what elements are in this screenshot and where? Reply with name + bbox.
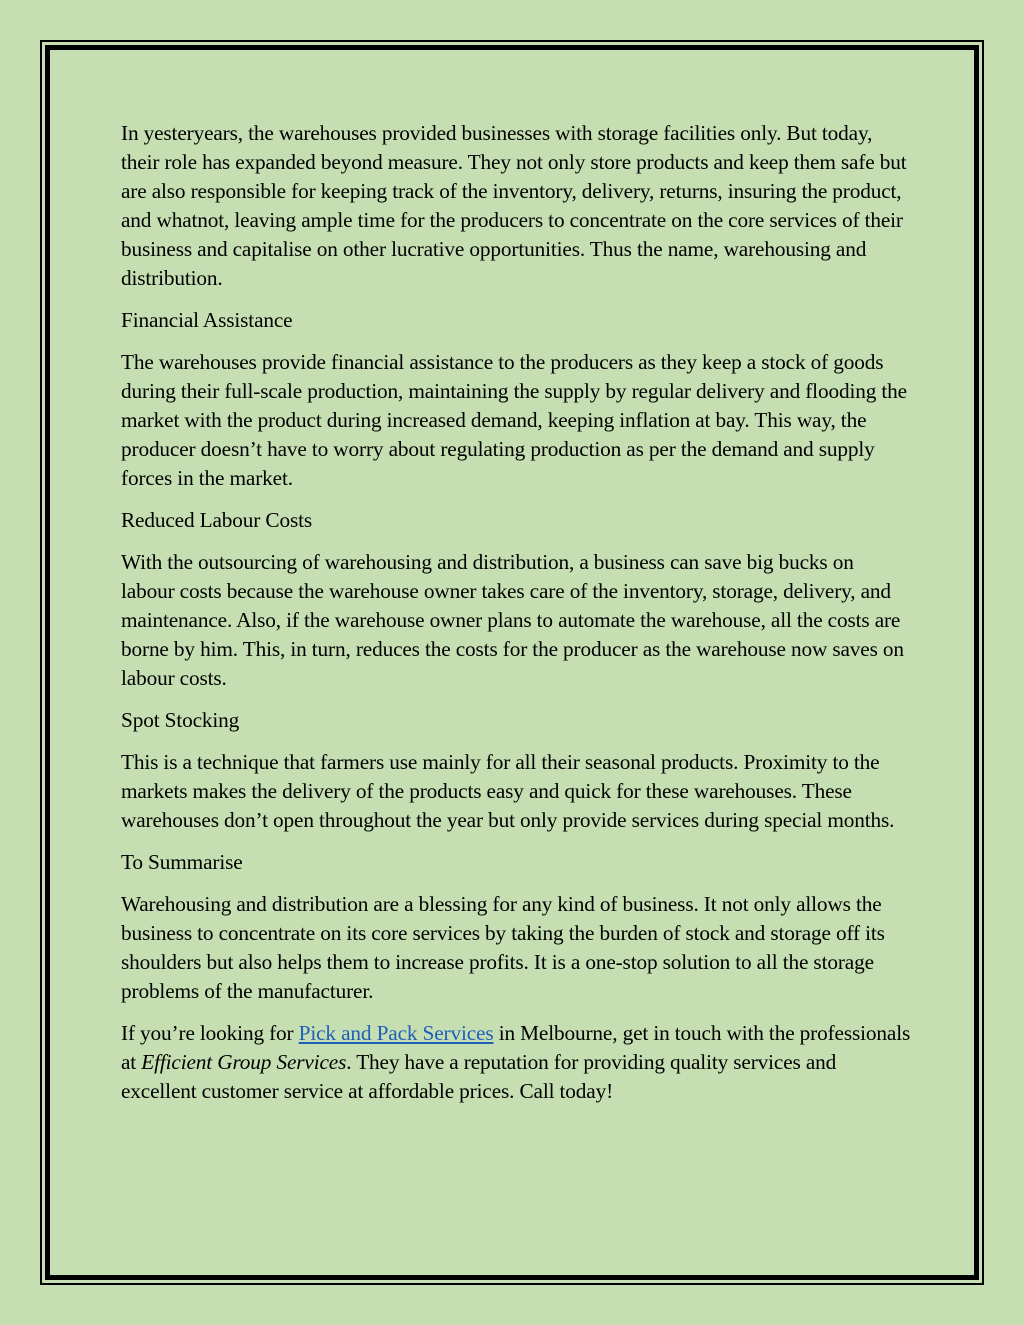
spot-stocking-paragraph: This is a technique that farmers use mainly for all their seasonal products. Proximity to the markets makes the delivery of the products easy and quick for these warehouses. These warehouses don’t open throughout the year but only provide services during special months. [121,750,895,832]
summary-paragraph: Warehousing and distribution are a blessing for any kind of business. It not only allows the business to concentrate on its core services by taking the burden of stock and storage off its shoulders but also helps them to increase profits. It is a one-stop solution to all the storage problems of the manufacturer. [121,892,885,1003]
pick-and-pack-services-link[interactable]: Pick and Pack Services [298,1021,494,1045]
cta-suffix: . They have a reputation for providing quality services and excellent customer service at affordable prices. Call today! [121,1050,837,1103]
company-name: Efficient Group Services [141,1050,347,1074]
cta-middle: in Melbourne, get in touch with the professionals at [121,1021,911,1074]
financial-assistance-paragraph: The warehouses provide financial assistance to the producers as they keep a stock of goods during their full-scale production, maintaining the supply by regular delivery and flooding the market with the product during increased demand, keeping inflation at bay. This way, the producer doesn’t have to worry about regulating production as per the demand and supply forces in the market. [121,350,907,490]
cta-prefix: If you’re looking for [121,1021,299,1045]
financial-assistance-heading: Financial Assistance [121,308,293,332]
summary-heading: To Summarise [121,850,243,874]
reduced-labour-costs-paragraph: With the outsourcing of warehousing and distribution, a business can save big bucks on labour costs because the warehouse owner takes care of the inventory, storage, delivery, and maintenance. Also, if the warehouse owner plans to automate the warehouse, all the costs are borne by him. This, in turn, reduces the costs for the producer as the warehouse now saves on labour costs. [121,550,904,690]
call-to-action-paragraph [121,1019,911,1106]
spot-stocking-heading: Spot Stocking [121,708,240,732]
reduced-labour-costs-heading: Reduced Labour Costs [121,508,313,532]
document-body [121,119,911,1119]
intro-paragraph: In yesteryears, the warehouses provided businesses with storage facilities only. But today, their role has expanded beyond measure. They not only store products and keep them safe but are also responsible for keeping track of the inventory, delivery, returns, insuring the product, and whatnot, leaving ample time for the producers to concentrate on the core services of their business and capitalise on other lucrative opportunities. Thus the name, warehousing and distribution. [121,121,907,290]
